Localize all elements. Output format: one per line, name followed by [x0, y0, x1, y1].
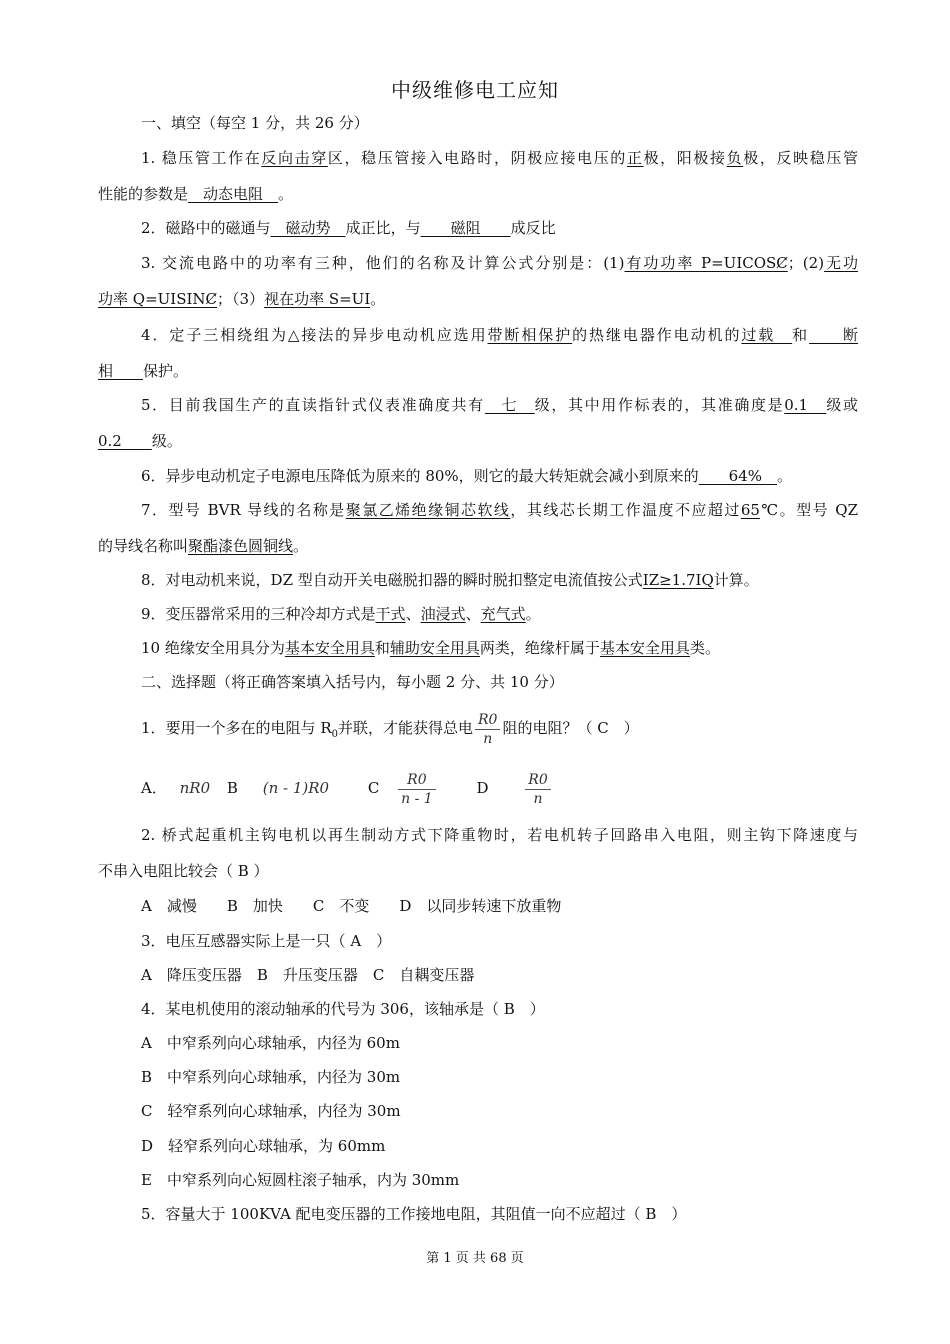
answer-blank: 七 [484, 396, 535, 414]
answer-blank: 基本安全用具 [284, 639, 375, 657]
question-8: 8．对电动机来说，DZ 型自动开关电磁脱扣器的瞬时脱扣整定电流值按公式IZ≥1.7IQ计算。 [141, 571, 759, 589]
question-7-line-1: 7．型号 BVR 导线的名称是聚氯乙烯绝缘铜芯软线，其线芯长期工作温度不应超过65℃。型号 QZ [141, 501, 858, 519]
answer-blank: 带断相保护 [487, 326, 573, 344]
question-2: 2．磁路中的磁通与 磁动势 成正比，与 磁阻 成反比 [141, 219, 556, 237]
question-7-line-2: 的导线名称叫聚酯漆色圆铜线。 [98, 537, 309, 555]
choice-question-4-option: E 中窄系列向心短圆柱滚子轴承，内为 30mm [141, 1171, 460, 1189]
answer-blank: 相 [98, 362, 144, 380]
choice-question-4: 4．某电机使用的滚动轴承的代号为 306，该轴承是（ B ） [141, 1000, 545, 1018]
choice-question-2-line-1: 2. 桥式起重机主钩电机以再生制动方式下降重物时，若电机转子回路串入电阻，则主钩下降速度与 [141, 826, 858, 844]
answer-blank: 基本安全用具 [599, 639, 690, 657]
fraction-option-c: $\frac{R0}{n - 1}$ [398, 771, 436, 808]
question-4-line-1: 4．定子三相绕组为△接法的异步电动机应选用带断相保护的热继电器作电动机的过载 和 断 [141, 326, 858, 344]
answer-blank: 油浸式 [420, 605, 466, 623]
choice-question-2-options: A 减慢 B 加快 C 不变 D 以同步转速下放重物 [141, 897, 562, 915]
answer-blank: 断 [809, 326, 858, 344]
question-3-line-2: 功率 Q=UISINȻ；（3）视在功率 S=UI。 [98, 290, 386, 308]
fraction-option-d: $\frac{R0}{n}$ [525, 771, 550, 808]
answer-blank: 视在功率 S=UI [264, 290, 371, 308]
choice-question-4-option: B 中窄系列向心球轴承，内径为 30m [141, 1068, 401, 1086]
answer-blank: 磁阻 [420, 219, 511, 237]
question-3-line-1: 3. 交流电路中的功率有三种，他们的名称及计算公式分别是：(1)有功功率 P=UICOSȻ；(2)无功 [141, 254, 858, 272]
answer-blank: IZ≥1.7IQ [642, 571, 714, 589]
answer-blank: 动态电阻 [188, 185, 279, 203]
question-5-line-2: 0.2 级。 [98, 432, 182, 450]
choice-question-5: 5．容量大于 100KVA 配电变压器的工作接地电阻，其阻值一向不应超过（ B ） [141, 1205, 687, 1223]
choice-question-2-line-2: 不串入电阻比较会（ B ） [98, 862, 269, 880]
answer-blank: 聚氯乙烯绝缘铜芯软线 [345, 501, 511, 519]
choice-question-4-option: C 轻窄系列向心球轴承，内径为 30m [141, 1102, 401, 1120]
answer-blank: 64% [698, 467, 777, 485]
answer-blank: 聚酯漆色圆铜线 [188, 537, 294, 555]
answer-blank: 磁动势 [270, 219, 346, 237]
choice-question-3-options: A 降压变压器 B 升压变压器 C 自耦变压器 [141, 966, 475, 984]
answer-blank: 0.2 [98, 432, 152, 450]
answer-blank: 干式 [375, 605, 406, 623]
question-9: 9．变压器常采用的三种冷却方式是干式、油浸式、充气式。 [141, 605, 541, 623]
question-5-line-1: 5．目前我国生产的直读指针式仪表准确度共有 七 级，其中用作标表的，其准确度是0.1 级或 [141, 396, 858, 414]
choice-question-4-option: D 轻窄系列向心球轴承，为 60mm [141, 1137, 386, 1155]
answer-blank: 65 [740, 501, 760, 519]
question-4-line-2: 相 保护。 [98, 362, 189, 380]
question-1-line-1: 1. 稳压管工作在反向击穿区，稳压管接入电路时，阴极应接电压的正极，阳极接负极，反映稳压管 [141, 149, 858, 167]
page-footer: 第 1 页 共 68 页 [426, 1251, 524, 1266]
choice-question-1-options: A． nR0 B (n - 1)R0 C $\frac{R0}{n - 1}$ D $\frac{R0}{n}$ [98, 766, 858, 810]
answer-blank: 功率 Q=UISINȻ [98, 290, 218, 308]
choice-question-4-option: A 中窄系列向心球轴承，内径为 60m [141, 1034, 400, 1052]
question-10: 10 绝缘安全用具分为基本安全用具和辅助安全用具两类，绝缘杆属于基本安全用具类。 [141, 639, 720, 657]
question-1-line-2: 性能的参数是 动态电阻 。 [98, 185, 294, 203]
answer-blank: 充气式 [480, 605, 526, 623]
choice-question-3: 3．电压互感器实际上是一只（ A ） [141, 932, 392, 950]
section-heading-choice: 二、选择题（将正确答案填入括号内，每小题 2 分、共 10 分） [141, 673, 564, 691]
answer-blank: 有功功率 P=UICOSȻ [624, 254, 788, 272]
answer-blank: 0.1 [784, 396, 827, 414]
answer-blank: 负 [726, 149, 744, 167]
section-heading-fill-in: 一、填空（每空 1 分，共 26 分） [141, 114, 369, 132]
answer-blank: 反向击穿 [261, 149, 328, 167]
answer-blank: 无功 [824, 254, 858, 272]
question-6: 6．异步电动机定子电源电压降低为原来的 80%，则它的最大转矩就会减小到原来的 64% 。 [141, 467, 793, 485]
answer-blank: 正 [626, 149, 644, 167]
choice-question-1: 1．要用一个多在的电阻与 $R_0$并联，才能获得总电 $\frac{R0}{n}$ 阻的电阻？（ C ） [141, 711, 639, 747]
answer-blank: 过载 [741, 326, 793, 344]
answer-blank: 辅助安全用具 [389, 639, 480, 657]
fraction-r0-over-n: $\frac{R0}{n}$ [475, 711, 500, 748]
document-title: 中级维修电工应知 [391, 78, 559, 102]
